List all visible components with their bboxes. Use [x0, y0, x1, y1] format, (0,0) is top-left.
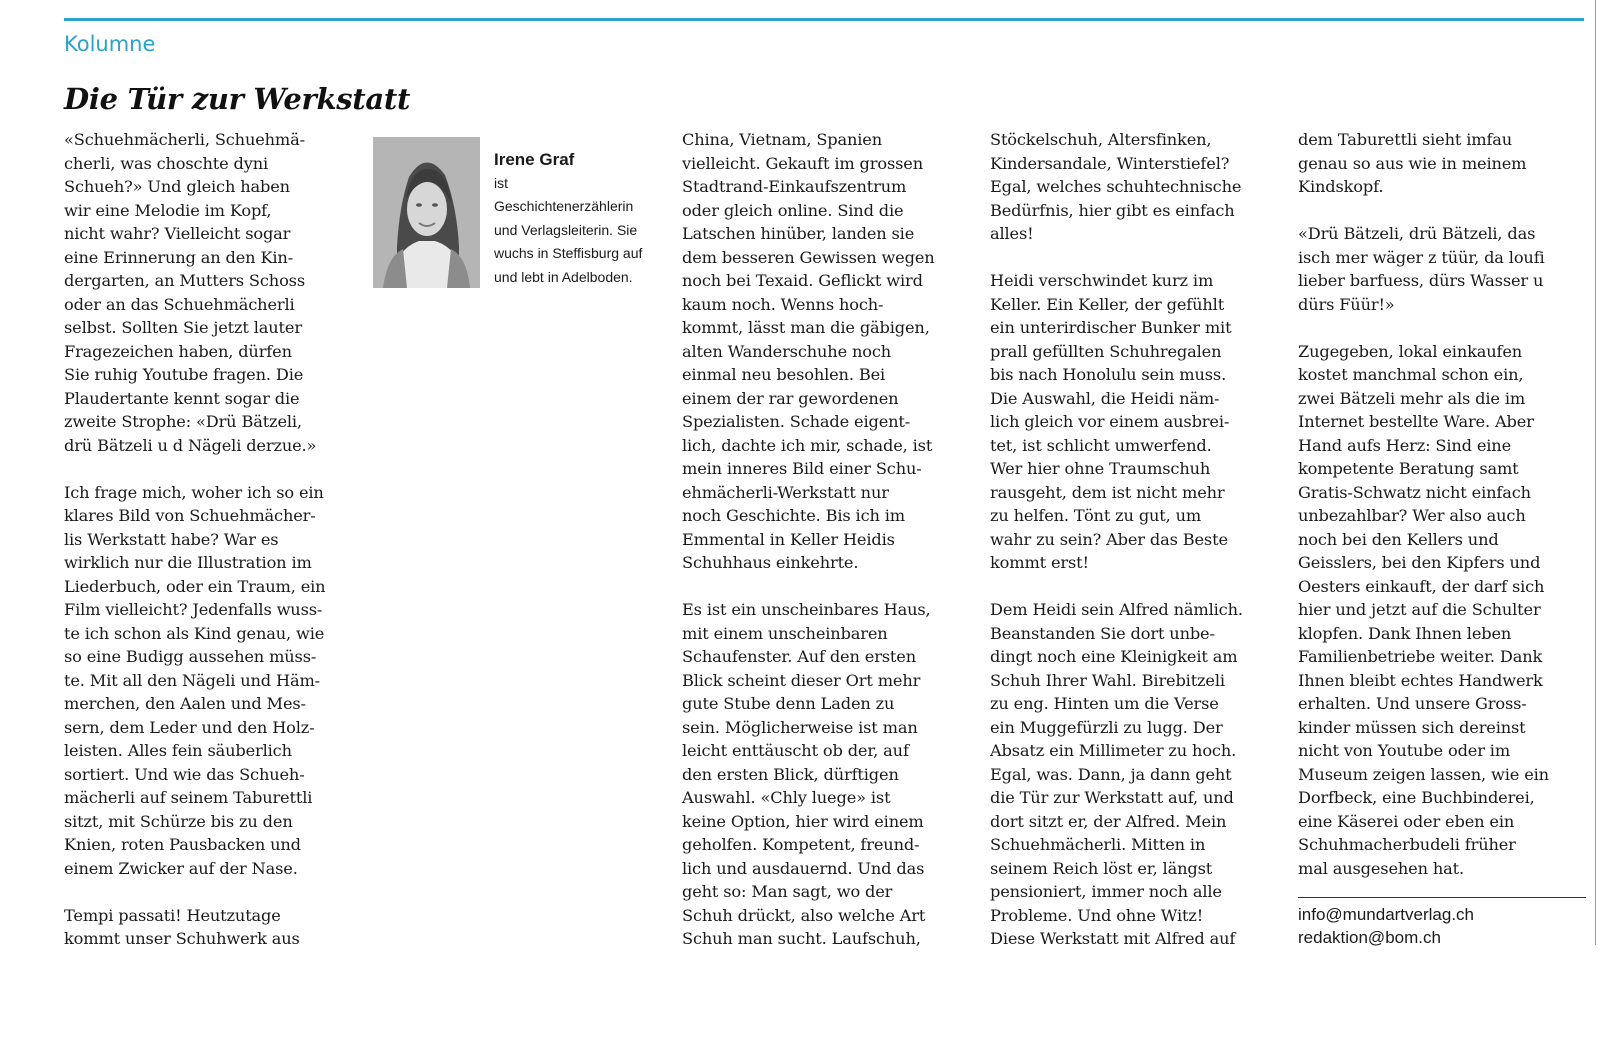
author-bio-line: wuchs in Steffisburg auf: [494, 245, 643, 261]
paragraph: [1298, 222, 1596, 316]
contact-email-verlag[interactable]: info@mundartverlag.ch: [1298, 905, 1475, 924]
text-line: Ich frage mich, woher ich so ein: [64, 482, 324, 502]
text-line: unbezahlbar? Wer also auch: [1298, 506, 1526, 525]
author-portrait: [373, 137, 480, 288]
text-line: wirklich nur die Illustration im: [64, 553, 312, 572]
text-line: genau so aus wie in meinem: [1298, 153, 1527, 173]
author-bio-line: und Verlagsleiterin. Sie: [494, 221, 638, 238]
text-line: lieber barfuess, dürs Wasser u: [1298, 271, 1544, 290]
author-bio-line: und lebt in Adelboden.: [494, 268, 633, 285]
text-line: kompetente Beratung samt: [1298, 459, 1519, 478]
text-line: zwei Bätzeli mehr als die im: [1298, 388, 1526, 408]
text-line: drü Bätzeli u d Nägeli derzue.»: [64, 435, 317, 455]
text-line: Schuh drückt, also welche Art: [682, 905, 926, 925]
text-line: Oesters einkauft, der darf sich: [1298, 576, 1545, 596]
text-line: «Drü Bätzeli, drü Bätzeli, das: [1298, 224, 1536, 243]
text-line: mächerli auf seinem Taburettli: [64, 788, 313, 807]
text-line: Sie ruhig Youtube fragen. Die: [64, 365, 304, 384]
text-line: Egal, was. Dann, ja dann geht: [990, 764, 1232, 784]
text-line: Tempi passati! Heutzutage: [64, 905, 281, 925]
text-line: dem besseren Gewissen wegen: [682, 247, 935, 267]
text-line: Bedürfnis, hier gibt es einfach: [990, 200, 1235, 220]
text-line: merchen, den Aalen und Mes-: [64, 694, 306, 713]
text-line: seinem Reich löst er, längst: [990, 858, 1213, 878]
text-line: Hand aufs Herz: Sind eine: [1298, 435, 1511, 455]
paragraph: [682, 598, 980, 951]
text-line: Heidi verschwindet kurz im: [990, 271, 1214, 290]
text-line: prall gefüllten Schuhregalen: [990, 341, 1222, 361]
text-line: eine Käserei oder eben ein: [1298, 811, 1515, 831]
text-line: Wer hier ohne Traumschuh: [990, 459, 1211, 478]
text-line: hier und jetzt auf die Schulter: [1298, 600, 1541, 619]
text-line: noch bei Texaid. Geflickt wird: [682, 271, 923, 290]
text-line: alten Wanderschuhe noch: [682, 341, 892, 361]
text-line: lich gleich vor einem ausbrei-: [990, 412, 1230, 431]
text-line: Stadtrand-Einkaufszentrum: [682, 177, 907, 196]
text-line: klares Bild von Schuehmächer-: [64, 506, 316, 525]
text-line: Schueh?» Und gleich haben: [64, 177, 290, 196]
text-line: keine Option, hier wird einem: [682, 811, 924, 831]
text-line: Internet bestellte Ware. Aber: [1298, 412, 1534, 431]
text-line: kommt, lässt man die gäbigen,: [682, 318, 930, 337]
text-line: isch mer wäger z tüür, da loufi: [1298, 247, 1545, 267]
text-line: Blick scheint dieser Ort mehr: [682, 670, 921, 690]
text-line: Probleme. Und ohne Witz!: [990, 905, 1204, 925]
text-line: Schuhhaus einkehrte.: [682, 553, 859, 572]
text-line: ein unterirdischer Bunker mit: [990, 318, 1232, 337]
text-line: erhalten. Und unsere Gross-: [1298, 694, 1527, 713]
author-name: Irene Graf: [494, 150, 575, 169]
section-rubric: Kolumne: [64, 32, 156, 56]
text-line: zu helfen. Tönt zu gut, um: [990, 506, 1202, 525]
text-line: Schuh man sucht. Laufschuh,: [682, 929, 921, 948]
paragraph: [1298, 128, 1596, 199]
text-line: Zugegeben, lokal einkaufen: [1298, 341, 1523, 361]
text-line: alles!: [990, 224, 1034, 243]
text-line: Die Auswahl, die Heidi näm-: [990, 388, 1220, 408]
text-line: Es ist ein unscheinbares Haus,: [682, 600, 931, 619]
text-line: dort sitzt er, der Alfred. Mein: [990, 811, 1227, 831]
text-line: oder gleich online. Sind die: [682, 200, 904, 220]
text-line: Geisslers, bei den Kipfers und: [1298, 553, 1541, 572]
text-line: wir eine Melodie im Kopf,: [64, 200, 272, 220]
top-rule: [64, 18, 1584, 21]
author-bio-line: ist: [494, 174, 508, 191]
text-line: lich, dachte ich mir, schade, ist: [682, 435, 933, 455]
text-line: tet, ist schlicht umwerfend.: [990, 435, 1212, 455]
text-line: kaum noch. Wenns hoch-: [682, 294, 884, 314]
text-line: kinder müssen sich dereinst: [1298, 717, 1526, 737]
text-line: Auswahl. «Chly luege» ist: [682, 788, 891, 807]
text-line: Absatz ein Millimeter zu hoch.: [990, 741, 1237, 760]
text-line: Kindersandale, Winterstiefel?: [990, 153, 1230, 173]
text-line: Schaufenster. Auf den ersten: [682, 647, 916, 666]
text-line: eine Erinnerung an den Kin-: [64, 247, 294, 267]
text-line: selbst. Sollten Sie jetzt lauter: [64, 318, 302, 337]
column-4: [990, 128, 1288, 951]
text-line: sein. Möglicherweise ist man: [682, 717, 918, 737]
text-line: leicht enttäuscht ob der, auf: [682, 741, 909, 760]
text-line: Gratis-Schwatz nicht einfach: [1298, 482, 1531, 502]
text-line: Dorfbeck, eine Buchbinderei,: [1298, 788, 1535, 807]
text-line: noch bei den Kellers und: [1298, 529, 1499, 549]
text-line: geht so: Man sagt, wo der: [682, 882, 893, 901]
text-line: gute Stube denn Laden zu: [682, 694, 895, 713]
contact-divider: [1298, 897, 1586, 898]
text-line: lis Werkstatt habe? War es: [64, 529, 279, 549]
text-line: klopfen. Dank Ihnen leben: [1298, 623, 1512, 643]
text-line: Museum zeigen lassen, wie ein: [1298, 764, 1549, 784]
text-line: Knien, roten Pausbacken und: [64, 835, 301, 854]
text-line: einmal neu besohlen. Bei: [682, 365, 886, 384]
text-line: einem der rar gewordenen: [682, 388, 899, 408]
text-line: mein inneres Bild einer Schu-: [682, 459, 922, 478]
text-line: Diese Werkstatt mit Alfred auf: [990, 929, 1236, 948]
paragraph: [64, 481, 360, 881]
text-line: rausgeht, dem ist nicht mehr: [990, 482, 1225, 502]
text-line: Egal, welches schuhtechnische: [990, 177, 1242, 196]
text-line: Familienbetriebe weiter. Dank: [1298, 647, 1543, 666]
text-line: einem Zwicker auf der Nase.: [64, 858, 298, 878]
text-line: «Schuehmächerli, Schuehmä-: [64, 130, 305, 149]
contact-email-redaktion[interactable]: redaktion@bom.ch: [1298, 928, 1441, 947]
text-line: Film vielleicht? Jedenfalls wuss-: [64, 600, 323, 619]
portrait-image: [373, 137, 480, 288]
column-3: [682, 128, 980, 951]
text-line: den ersten Blick, dürftigen: [682, 764, 899, 784]
paragraph: [64, 128, 360, 457]
text-line: oder an das Schuehmächerli: [64, 294, 295, 314]
text-line: sern, dem Leder und den Holz-: [64, 717, 315, 737]
text-line: sitzt, mit Schürze bis zu den: [64, 811, 293, 831]
text-line: kommt unser Schuhwerk aus: [64, 929, 300, 948]
text-line: ehmächerli-Werkstatt nur: [682, 482, 889, 502]
paragraph: [682, 128, 980, 575]
text-line: cherli, was choschte dyni: [64, 153, 269, 173]
text-line: wahr zu sein? Aber das Beste: [990, 529, 1228, 549]
text-line: sortiert. Und wie das Schueh-: [64, 764, 305, 784]
contact-block: [1298, 903, 1474, 949]
text-line: Keller. Ein Keller, der gefühlt: [990, 294, 1225, 314]
text-line: te. Mit all den Nägeli und Häm-: [64, 670, 320, 690]
text-line: Schuhmacherbudeli früher: [1298, 835, 1516, 854]
paragraph: [64, 904, 360, 951]
text-line: Latschen hinüber, landen sie: [682, 224, 915, 243]
text-line: mit einem unscheinbaren: [682, 623, 888, 643]
paragraph: [990, 269, 1288, 575]
text-line: Beanstanden Sie dort unbe-: [990, 623, 1215, 643]
text-line: Fragezeichen haben, dürfen: [64, 341, 292, 361]
text-line: kostet manchmal schon ein,: [1298, 365, 1524, 384]
text-line: geholfen. Kompetent, freund-: [682, 835, 920, 854]
author-bio-line: Geschichtenerzählerin: [494, 198, 634, 214]
text-line: noch Geschichte. Bis ich im: [682, 506, 905, 525]
text-line: vielleicht. Gekauft im grossen: [682, 153, 923, 173]
text-line: Emmental in Keller Heidis: [682, 529, 895, 549]
text-line: zweite Strophe: «Drü Bätzeli,: [64, 412, 302, 431]
author-bio: [494, 148, 664, 289]
article-title: Die Tür zur Werkstatt: [64, 82, 411, 116]
text-line: Liederbuch, oder ein Traum, ein: [64, 576, 326, 596]
text-line: mal ausgesehen hat.: [1298, 858, 1464, 878]
text-line: Schuehmächerli. Mitten in: [990, 835, 1206, 854]
text-line: China, Vietnam, Spanien: [682, 130, 883, 149]
text-line: Kindskopf.: [1298, 177, 1384, 196]
text-line: dergarten, an Mutters Schoss: [64, 271, 305, 290]
text-line: nicht wahr? Vielleicht sogar: [64, 224, 291, 243]
text-line: lich und ausdauernd. Und das: [682, 858, 925, 878]
text-line: nicht von Youtube oder im: [1298, 741, 1511, 760]
text-line: dem Taburettli sieht imfau: [1298, 130, 1513, 149]
text-line: ein Muggefürzli zu lugg. Der: [990, 717, 1223, 737]
text-line: die Tür zur Werkstatt auf, und: [990, 788, 1234, 807]
text-line: te ich schon als Kind genau, wie: [64, 623, 325, 643]
text-line: kommt erst!: [990, 553, 1089, 572]
text-line: Schuh Ihrer Wahl. Birebitzeli: [990, 670, 1225, 690]
paragraph: [1298, 340, 1596, 881]
text-line: zu eng. Hinten um die Verse: [990, 694, 1219, 713]
column-1: [64, 128, 360, 951]
text-line: Stöckelschuh, Altersfinken,: [990, 130, 1212, 149]
text-line: pensioniert, immer noch alle: [990, 882, 1222, 901]
paragraph: [990, 128, 1288, 246]
text-line: dingt noch eine Kleinigkeit am: [990, 647, 1238, 666]
text-line: Plaudertante kennt sogar die: [64, 388, 300, 408]
text-line: Dem Heidi sein Alfred nämlich.: [990, 600, 1243, 619]
text-line: Ihnen bleibt echtes Handwerk: [1298, 670, 1543, 690]
column-5: [1298, 128, 1596, 880]
text-line: leisten. Alles fein säuberlich: [64, 741, 292, 760]
text-line: so eine Budigg aussehen müss-: [64, 647, 317, 666]
paragraph: [990, 598, 1288, 951]
text-line: Spezialisten. Schade eigent-: [682, 412, 911, 431]
text-line: dürs Füür!»: [1298, 294, 1395, 314]
text-line: bis nach Honolulu sein muss.: [990, 365, 1227, 384]
